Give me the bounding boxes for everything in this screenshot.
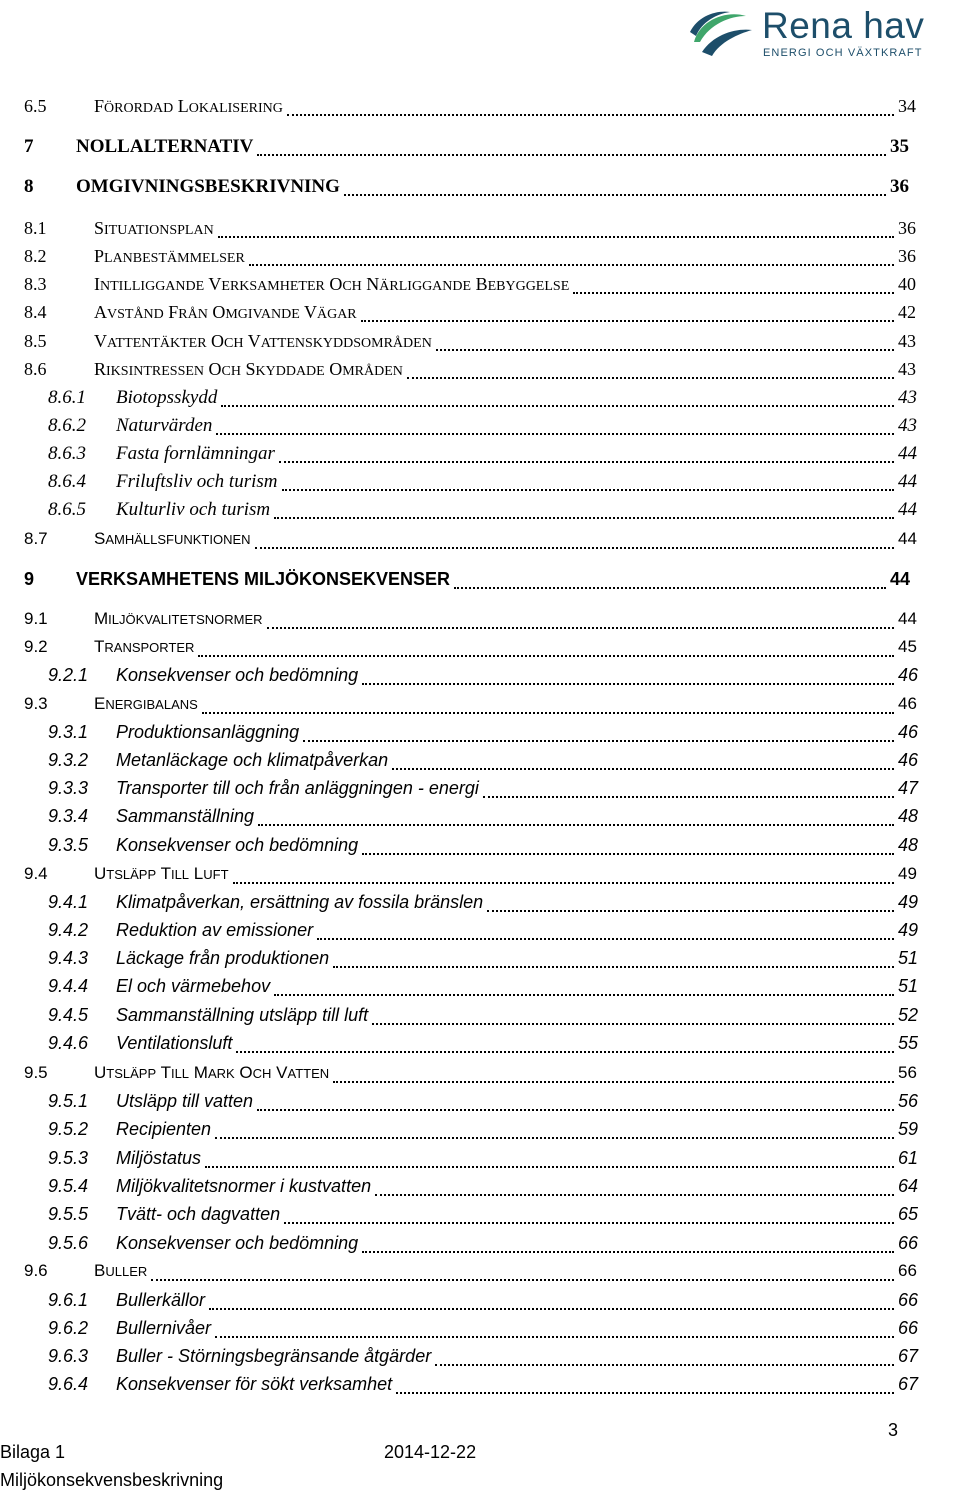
toc-entry[interactable] (0, 976, 960, 1004)
toc-entry[interactable] (0, 387, 960, 415)
toc-entry-page: 43 (898, 331, 916, 351)
toc-entry-number: 8.7 (24, 529, 48, 548)
toc-entry-page: 55 (898, 1033, 919, 1053)
toc-entry-number: 9.5 (24, 1063, 48, 1082)
toc-entry[interactable] (0, 218, 960, 246)
toc-entry-title: NOLLALTERNATIV (76, 136, 254, 157)
toc-entry-page: 56 (898, 1063, 917, 1082)
toc-entry-page: 44 (898, 499, 917, 520)
toc-entry-title: Konsekvenser och bedömning (116, 665, 359, 685)
toc-entry-leader (303, 722, 894, 742)
toc-entry-number: 9.4.4 (48, 976, 89, 996)
toc-entry-number: 8.1 (24, 218, 47, 238)
toc-entry-number: 9.5.2 (48, 1119, 89, 1139)
toc-entry-number: 8.2 (24, 246, 47, 266)
toc-entry-number: 9.3.1 (48, 722, 89, 742)
toc-entry-title: Kulturliv och turism (116, 499, 271, 520)
toc-entry-title: BULLER (94, 1261, 148, 1280)
toc-entry-number: 6.5 (24, 96, 47, 116)
toc-entry[interactable] (0, 331, 960, 359)
toc-entry-title: Bullerkällor (116, 1290, 206, 1310)
toc-entry-title: UTSLÄPP TILL LUFT (94, 864, 229, 883)
toc-entry-leader (258, 806, 894, 826)
toc-entry-title: SITUATIONSPLAN (94, 218, 214, 238)
toc-entry-leader (284, 1204, 894, 1224)
toc-entry-page: 65 (898, 1204, 919, 1224)
toc-entry-title: Miljökvalitetsnormer i kustvatten (116, 1176, 372, 1196)
toc-entry-title: PLANBESTÄMMELSER (94, 246, 245, 266)
toc-entry[interactable] (0, 864, 960, 892)
toc-entry-title: OMGIVNINGSBESKRIVNING (76, 176, 340, 197)
toc-entry-number: 9.5.3 (48, 1148, 89, 1168)
toc-entry-leader (362, 1233, 894, 1253)
toc-entry[interactable] (0, 569, 960, 597)
toc-entry-leader (436, 331, 894, 351)
toc-entry-page: 44 (898, 529, 917, 548)
toc-entry[interactable] (0, 1176, 960, 1204)
toc-entry-page: 44 (898, 471, 917, 492)
footer-page-number: 3 (887, 1420, 898, 1440)
toc-entry-title: Biotopsskydd (116, 387, 218, 408)
logo-name: Rena hav (762, 5, 925, 46)
toc-entry-title: ENERGIBALANS (94, 694, 198, 713)
toc-entry-number: 9.5.4 (48, 1176, 89, 1196)
toc-entry-number: 8 (24, 176, 34, 197)
toc-entry-leader (454, 569, 886, 589)
toc-entry-leader (279, 443, 894, 463)
toc-entry-number: 9.4.2 (48, 920, 89, 940)
toc-entry-leader (215, 1318, 894, 1338)
toc-entry-title: Friluftsliv och turism (116, 471, 278, 492)
toc-entry-title: VATTENTÄKTER OCH VATTENSKYDDSOMRÅDEN (94, 331, 432, 351)
toc-entry-leader (372, 1005, 894, 1025)
toc-entry-leader (215, 1119, 894, 1139)
toc-entry[interactable] (0, 1374, 960, 1402)
toc-entry-title: Ventilationsluft (116, 1033, 233, 1053)
toc-entry-title: Sammanställning utsläpp till luft (116, 1005, 369, 1025)
toc-entry-number: 8.6 (24, 359, 47, 379)
toc-entry-number: 8.6.3 (48, 443, 86, 464)
toc-entry-title: TRANSPORTER (94, 637, 195, 656)
toc-entry-title: RIKSINTRESSEN OCH SKYDDADE OMRÅDEN (94, 359, 403, 379)
toc-entry-title: Tvätt- och dagvatten (116, 1204, 281, 1224)
toc-entry-number: 9.4.1 (48, 892, 89, 912)
toc-entry-title: Bullernivåer (116, 1318, 212, 1338)
toc-entry[interactable] (0, 443, 960, 471)
toc-entry[interactable] (0, 1033, 960, 1061)
toc-entry-page: 64 (898, 1176, 919, 1196)
toc-entry-leader (216, 415, 894, 435)
toc-entry-leader (221, 387, 894, 407)
toc-entry[interactable] (0, 1148, 960, 1176)
toc-entry-leader (483, 778, 894, 798)
logo-tagline: ENERGI OCH VÄXTKRAFT (763, 47, 923, 59)
footer-document-title: Miljökonsekvensbeskrivning (0, 1470, 224, 1490)
toc-entry-number: 7 (24, 136, 34, 157)
toc-entry-number: 8.6.4 (48, 471, 86, 492)
toc-entry-leader (361, 302, 894, 322)
toc-entry-leader (267, 609, 894, 629)
toc-entry-title: Transporter till och från anläggningen - energi (116, 778, 479, 798)
toc-entry[interactable] (0, 1005, 960, 1033)
toc-entry-leader (249, 246, 894, 266)
toc-entry-title: Klimatpåverkan, ersättning av fossila bränslen (116, 892, 484, 912)
toc-entry[interactable] (0, 302, 960, 330)
toc-entry-number: 9.3 (24, 694, 48, 713)
toc-entry-leader (257, 136, 886, 156)
toc-entry-title: Reduktion av emissioner (116, 920, 314, 940)
toc-entry-page: 43 (898, 359, 916, 379)
toc-entry-page: 59 (898, 1119, 919, 1139)
toc-entry-leader (257, 1091, 894, 1111)
toc-entry-number: 9.2.1 (48, 665, 89, 685)
toc-entry[interactable] (0, 1063, 960, 1091)
footer-appendix: Bilaga 1 (0, 1442, 66, 1462)
toc-entry-title: Fasta fornlämningar (116, 443, 275, 464)
toc-entry[interactable] (0, 835, 960, 863)
toc-entry[interactable] (0, 637, 960, 665)
toc-entry-leader (198, 637, 894, 657)
toc-entry[interactable] (0, 1233, 960, 1261)
toc-entry-number: 9.6.3 (48, 1346, 89, 1366)
toc-entry-leader (573, 274, 894, 294)
toc-entry[interactable] (0, 176, 960, 204)
toc-entry-number: 8.6.2 (48, 415, 86, 436)
toc-entry-number: 9.5.1 (48, 1091, 89, 1111)
toc-entry-leader (202, 694, 894, 714)
toc-entry-title: INTILLIGGANDE VERKSAMHETER OCH NÄRLIGGANDE BEBYGGELSE (94, 274, 570, 294)
toc-entry-title: Läckage från produktionen (116, 948, 330, 968)
toc-entry-page: 49 (898, 920, 919, 940)
toc-entry[interactable] (0, 274, 960, 302)
toc-entry-page: 43 (898, 415, 917, 436)
toc-entry[interactable] (0, 499, 960, 527)
toc-entry-title: Produktionsanläggning (116, 722, 300, 742)
toc-entry[interactable] (0, 778, 960, 806)
toc-entry-leader (435, 1346, 894, 1366)
toc-entry-page: 36 (890, 176, 909, 197)
toc-entry-title: Naturvärden (116, 415, 213, 436)
toc-entry-title: SAMHÄLLSFUNKTIONEN (94, 529, 251, 548)
toc-entry-page: 46 (898, 694, 917, 713)
toc-entry-title: VERKSAMHETENS MILJÖKONSEKVENSER (76, 569, 451, 589)
toc-entry-leader (333, 1063, 894, 1083)
toc-entry-page: 44 (890, 569, 911, 589)
toc-entry-number: 8.5 (24, 331, 47, 351)
toc-entry[interactable] (0, 892, 960, 920)
toc-entry-page: 44 (898, 443, 917, 464)
toc-entry-number: 9.1 (24, 609, 48, 628)
toc-entry-page: 66 (898, 1233, 919, 1253)
toc-entry-page: 47 (898, 778, 919, 798)
toc-entry-number: 9.4 (24, 864, 48, 883)
toc-entry-number: 9.6.2 (48, 1318, 89, 1338)
toc-entry-leader (151, 1261, 894, 1281)
toc-entry[interactable] (0, 1091, 960, 1119)
toc-entry-title: UTSLÄPP TILL MARK OCH VATTEN (94, 1063, 330, 1082)
toc-entry-page: 44 (898, 609, 917, 628)
toc-entry-leader (362, 835, 894, 855)
toc-entry[interactable] (0, 1261, 960, 1289)
toc-entry[interactable] (0, 1204, 960, 1232)
toc-entry[interactable] (0, 609, 960, 637)
toc-entry-leader (396, 1374, 894, 1394)
toc-entry-number: 9 (24, 569, 35, 589)
toc-entry[interactable] (0, 750, 960, 778)
toc-entry-leader (487, 892, 894, 912)
toc-entry-page: 46 (898, 750, 919, 770)
toc-entry-leader (274, 499, 894, 519)
toc-entry-page: 66 (898, 1261, 917, 1280)
toc-entry-title: Miljöstatus (116, 1148, 202, 1168)
toc-entry-leader (255, 529, 894, 549)
toc-entry-leader (392, 750, 894, 770)
page-footer (0, 1420, 960, 1496)
toc-entry-leader (375, 1176, 894, 1196)
toc-entry-page: 34 (898, 96, 916, 116)
toc-entry-number: 9.5.6 (48, 1233, 89, 1253)
toc-entry[interactable] (0, 415, 960, 443)
toc-entry-leader (233, 864, 894, 884)
toc-entry-number: 9.6.1 (48, 1290, 89, 1310)
toc-entry[interactable] (0, 665, 960, 693)
toc-entry-leader (209, 1290, 894, 1310)
toc-entry-page: 36 (898, 218, 916, 238)
toc-entry-number: 9.3.5 (48, 835, 89, 855)
toc-entry-title: Recipienten (116, 1119, 212, 1139)
toc-entry-title: Buller - Störningsbegränsande åtgärder (116, 1346, 432, 1366)
toc-entry-page: 51 (898, 948, 919, 968)
toc-entry[interactable] (0, 1290, 960, 1318)
toc-entry-page: 49 (898, 892, 919, 912)
toc-entry-leader (236, 1033, 894, 1053)
toc-entry[interactable] (0, 806, 960, 834)
toc-entry-number: 9.6.4 (48, 1374, 89, 1394)
toc-entry-number: 8.6.1 (48, 387, 86, 408)
toc-entry-number: 9.4.3 (48, 948, 89, 968)
toc-entry-number: 8.4 (24, 302, 47, 322)
toc-entry-title: Sammanställning (116, 806, 255, 826)
toc-entry-page: 48 (898, 806, 919, 826)
toc-entry[interactable] (0, 920, 960, 948)
toc-entry-title: AVSTÅND FRÅN OMGIVANDE VÄGAR (94, 302, 357, 322)
toc-entry-number: 9.4.5 (48, 1005, 89, 1025)
toc-entry-page: 61 (898, 1148, 919, 1168)
toc-entry-leader (362, 665, 894, 685)
toc-entry[interactable] (0, 136, 960, 164)
toc-entry-page: 49 (898, 864, 917, 883)
toc-entry[interactable] (0, 1119, 960, 1147)
toc-entry[interactable] (0, 694, 960, 722)
toc-entry[interactable] (0, 359, 960, 387)
toc-entry-title: El och värmebehov (116, 976, 271, 996)
toc-entry-title: Metanläckage och klimatpåverkan (116, 750, 389, 770)
toc-entry-leader (287, 96, 894, 116)
toc-entry-page: 35 (890, 136, 909, 157)
toc-entry-title: Konsekvenser för sökt verksamhet (116, 1374, 393, 1394)
toc-entry-number: 9.3.2 (48, 750, 89, 770)
toc-entry-page: 45 (898, 637, 917, 656)
toc-entry-page: 40 (898, 274, 916, 294)
toc-entry-page: 56 (898, 1091, 919, 1111)
toc-entry[interactable] (0, 1318, 960, 1346)
toc-entry-number: 9.6 (24, 1261, 48, 1280)
toc-entry-leader (407, 359, 894, 379)
toc-entry-page: 67 (898, 1346, 919, 1366)
toc-entry[interactable] (0, 1346, 960, 1374)
toc-entry-title: Konsekvenser och bedömning (116, 835, 359, 855)
toc-entry-page: 46 (898, 665, 919, 685)
toc-entry[interactable] (0, 948, 960, 976)
toc-entry-leader (282, 471, 895, 491)
toc-entry-page: 46 (898, 722, 919, 742)
toc-entry-page: 67 (898, 1374, 919, 1394)
toc-entry[interactable] (0, 246, 960, 274)
footer-date: 2014-12-22 (384, 1442, 477, 1462)
toc-entry-title: FÖRORDAD LOKALISERING (94, 96, 283, 116)
toc-entry-leader (344, 176, 886, 196)
toc-entry[interactable] (0, 471, 960, 499)
toc-entry-title: Utsläpp till vatten (116, 1091, 254, 1111)
toc-entry-leader (218, 218, 894, 238)
toc-entry-page: 51 (898, 976, 919, 996)
toc-entry-number: 8.6.5 (48, 499, 86, 520)
toc-entry-number: 9.4.6 (48, 1033, 89, 1053)
toc-entry[interactable] (0, 529, 960, 557)
toc-entry-page: 48 (898, 835, 919, 855)
toc-entry-number: 9.3.4 (48, 806, 89, 826)
toc-entry-leader (274, 976, 894, 996)
toc-entry-leader (205, 1148, 894, 1168)
toc-entry-title: Konsekvenser och bedömning (116, 1233, 359, 1253)
toc-entry-page: 66 (898, 1290, 919, 1310)
toc-entry-title: MILJÖKVALITETSNORMER (94, 609, 263, 628)
toc-entry-leader (333, 948, 894, 968)
toc-entry-number: 8.3 (24, 274, 47, 294)
toc-entry-leader (317, 920, 894, 940)
toc-entry-page: 52 (898, 1005, 919, 1025)
toc-entry-number: 9.2 (24, 637, 48, 656)
toc-entry[interactable] (0, 722, 960, 750)
toc-entry-number: 9.5.5 (48, 1204, 89, 1224)
toc-entry-page: 42 (898, 302, 916, 322)
toc-entry[interactable] (0, 96, 960, 124)
toc-entry-page: 43 (898, 387, 917, 408)
toc-entry-page: 66 (898, 1318, 919, 1338)
toc-entry-page: 36 (898, 246, 916, 266)
toc-entry-number: 9.3.3 (48, 778, 89, 798)
